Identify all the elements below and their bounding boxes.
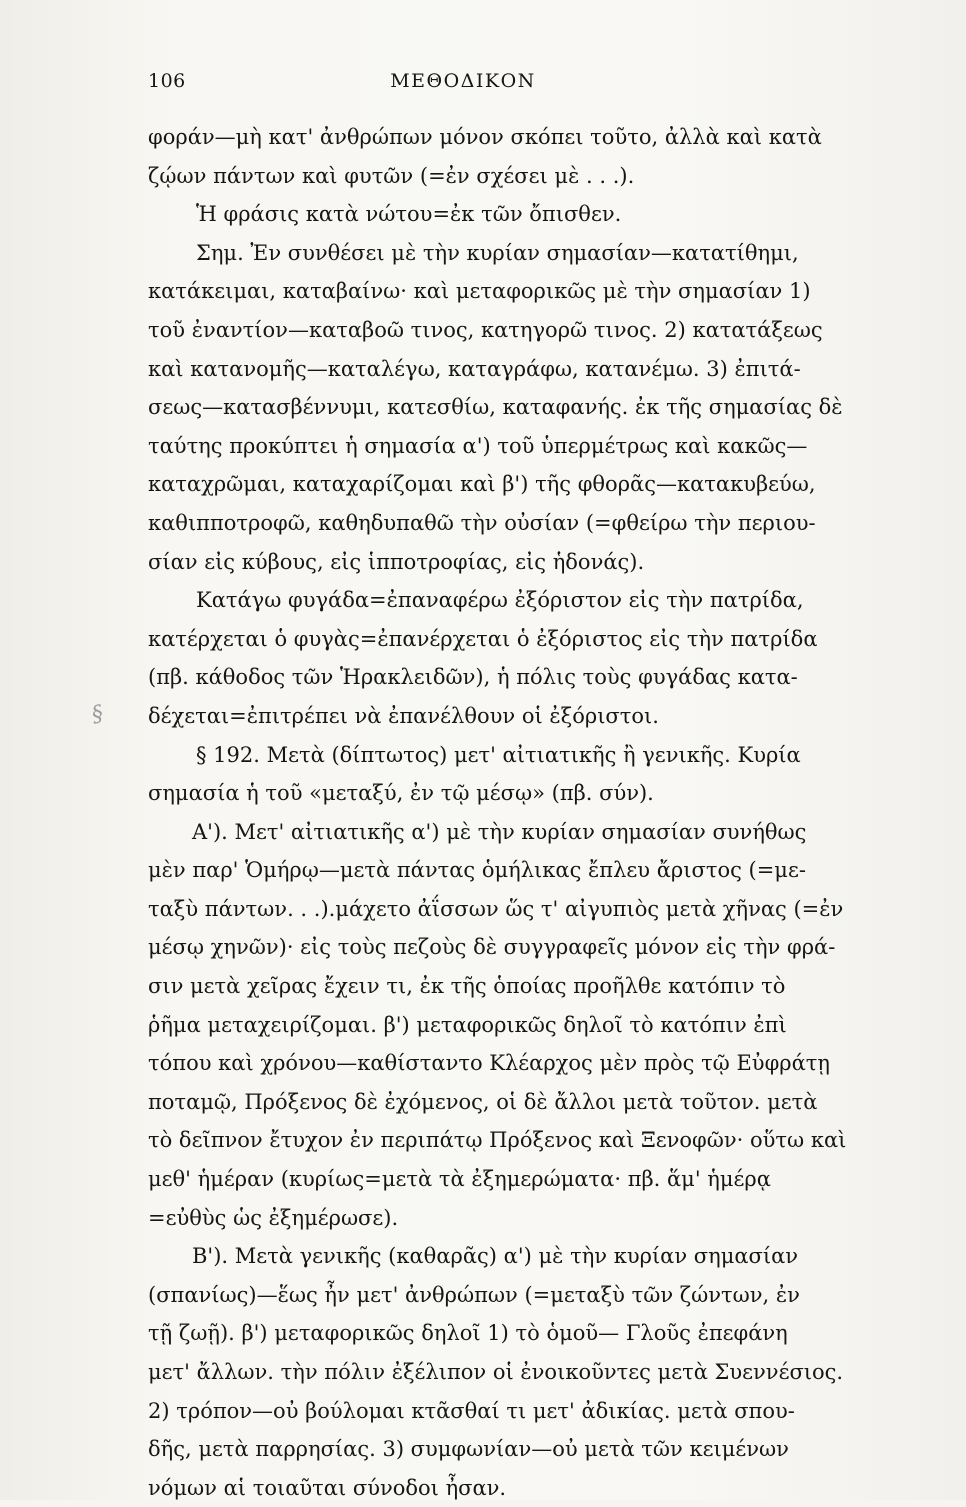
margin-section-mark: §: [89, 701, 106, 728]
text-line: σεως—κατασβέννυμι, κατεσθίω, καταφανής. ἐκ τῆς σημασίας δὲ: [148, 395, 843, 420]
text-line: ποταμῷ, Πρόξενος δὲ ἐχόμενος, οἱ δὲ ἄλλοι μετὰ τοῦτον. μετὰ: [148, 1089, 818, 1114]
text-line: μέσῳ χηνῶν)· εἰς τοὺς πεζοὺς δὲ συγγραφεῖς μόνον εἰς τὴν φρά-: [148, 935, 836, 960]
body-text: [148, 118, 930, 1507]
text-line: Β'). Μετὰ γενικῆς (καθαρᾶς) α') μὲ τὴν κυρίαν σημασίαν: [192, 1244, 799, 1269]
text-line: δέχεται=ἐπιτρέπει νὰ ἐπανέλθουν οἱ ἐξόριστοι.: [148, 703, 659, 728]
text-line: δῆς, μετὰ παρρησίας. 3) συμφωνίαν—οὐ μετὰ τῶν κειμένων: [148, 1437, 789, 1462]
text-line: Σημ. Ἐν συνθέσει μὲ τὴν κυρίαν σημασίαν—κατατίθημι,: [196, 240, 799, 265]
text-line: σίαν εἰς κύβους, εἰς ἱπποτροφίας, εἰς ἡδονάς).: [148, 549, 645, 574]
text-line: μετ' ἄλλων. τὴν πόλιν ἐξέλιπον οἱ ἐνοικοῦντες μετὰ Συεννέσιος.: [148, 1360, 844, 1384]
text-line: Ἡ φράσις κατὰ νώτου=ἐκ τῶν ὄπισθεν.: [196, 202, 622, 227]
page-number: 106: [148, 70, 186, 92]
text-line: τὸ δεῖπνον ἔτυχον ἐν περιπάτῳ Πρόξενος καὶ Ξενοφῶν· οὕτω καὶ: [148, 1128, 847, 1153]
text-line: ταξὺ πάντων. . .).μάχετο ἀΐσσων ὥς τ' αἰγυπιὸς μετὰ χῆνας (=ἐν: [148, 896, 844, 921]
page-header: [148, 70, 778, 98]
text-line: νόμων αἱ τοιαῦται σύνοδοι ἦσαν.: [148, 1475, 507, 1500]
text-line: (πβ. κάθοδος τῶν Ἡρακλειδῶν), ἡ πόλις τοὺς φυγάδας κατα-: [148, 665, 798, 690]
text-line: =εὐθὺς ὡς ἐξημέρωσε).: [148, 1205, 399, 1230]
text-line: καταχρῶμαι, καταχαρίζομαι καὶ β') τῆς φθορᾶς—κατακυβεύω,: [148, 472, 816, 497]
text-line: μὲν παρ' Ὁμήρῳ—μετὰ πάντας ὁμήλικας ἔπλευ ἄριστος (=με-: [148, 858, 806, 883]
text-line: φοράν—μὴ κατ' ἀνθρώπων μόνον σκόπει τοῦτο, ἀλλὰ καὶ κατὰ: [148, 125, 822, 149]
text-line: Α'). Μετ' αἰτιατικῆς α') μὲ τὴν κυρίαν σημασίαν συνήθως: [192, 819, 807, 844]
text-line: ῥῆμα μεταχειρίζομαι. β') μεταφορικῶς δηλοῖ τὸ κατόπιν ἐπὶ: [148, 1012, 787, 1037]
text-line: σιν μετὰ χεῖρας ἔχειν τι, ἐκ τῆς ὁποίας προῆλθε κατόπιν τὸ: [148, 974, 786, 999]
text-line: κατέρχεται ὁ φυγὰς=ἐπανέρχεται ὁ ἐξόριστος εἰς τὴν πατρίδα: [148, 626, 818, 651]
text-line: τόπου καὶ χρόνου—καθίσταντο Κλέαρχος μὲν πρὸς τῷ Εὐφράτῃ: [148, 1051, 831, 1076]
text-line: ζῴων πάντων καὶ φυτῶν (=ἐν σχέσει μὲ . . .).: [148, 163, 635, 188]
text-line: κατάκειμαι, καταβαίνω· καὶ μεταφορικῶς μὲ τὴν σημασίαν 1): [148, 279, 811, 304]
text-line: καὶ κατανομῆς—καταλέγω, καταγράφω, κατανέμω. 3) ἐπιτά-: [148, 356, 801, 381]
text-line: 2) τρόπον—οὐ βούλομαι κτᾶσθαί τι μετ' ἀδικίας. μετὰ σπου-: [148, 1398, 795, 1423]
text-line: ταύτης προκύπτει ἡ σημασία α') τοῦ ὑπερμέτρως καὶ κακῶς—: [148, 433, 808, 458]
text-line: καθιπποτροφῶ, καθηδυπαθῶ τὴν οὐσίαν (=φθείρω τὴν περιου-: [148, 510, 816, 535]
text-line: (σπανίως)—ἕως ἦν μετ' ἀνθρώπων (=μεταξὺ τῶν ζώντων, ἐν: [148, 1282, 800, 1307]
text-line: τοῦ ἐναντίον—καταβοῶ τινος, κατηγορῶ τινος. 2) κατατάξεως: [148, 317, 823, 342]
text-line: σημασία ἡ τοῦ «μεταξύ, ἐν τῷ μέσῳ» (πβ. σύν).: [148, 781, 654, 806]
text-line: Κατάγω φυγάδα=ἐπαναφέρω ἐξόριστον εἰς τὴν πατρίδα,: [196, 588, 804, 613]
text-line: § 192. Μετὰ (δίπτωτος) μετ' αἰτιατικῆς ἢ γενικῆς. Κυρία: [196, 742, 801, 767]
text-line: μεθ' ἡμέραν (κυρίως=μετὰ τὰ ἐξημερώματα· πβ. ἅμ' ἡμέρᾳ: [148, 1167, 771, 1192]
text-line: τῇ ζωῇ). β') μεταφορικῶς δηλοῖ 1) τὸ ὁμοῦ— Γλοῦς ἐπεφάνη: [148, 1321, 788, 1346]
running-title: ΜΕΘΟΔΙΚΟΝ: [390, 70, 536, 92]
